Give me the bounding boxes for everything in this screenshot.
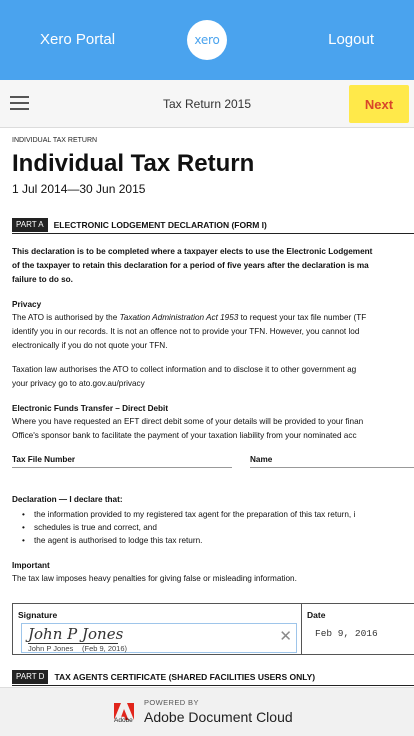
xero-logo [187,20,227,60]
important-heading: Important [12,561,50,570]
intro-line-1: This declaration is to be completed where a taxpayer elects to use the Electronic Lodgement [12,247,373,256]
tfn-field[interactable] [12,467,232,468]
signature-box [12,603,302,655]
eft-heading: Electronic Funds Transfer – Direct Debit [12,404,169,413]
privacy-line-1a: The ATO is authorised by the [12,313,120,322]
xero-logo-text: xero [194,33,220,47]
form-small-heading: INDIVIDUAL TAX RETURN [12,137,98,144]
part-a-rule [12,233,414,234]
signature-script: John P Jones [28,625,124,643]
logout-link[interactable]: Logout [328,31,374,48]
privacy-line-4: Taxation law authorises the ATO to collect information and to disclose it to other government ag [12,365,357,374]
intro-line-2: of the taxpayer to retain this declaration for a period of five years after the declaration is ma [12,261,369,270]
part-a-heading [12,218,267,232]
privacy-act-name: Taxation Administration Act 1953 [119,313,239,322]
form-title: Individual Tax Return [12,150,255,177]
important-text: The tax law imposes heavy penalties for giving false or misleading information. [12,574,297,583]
form-period: 1 Jul 2014—30 Jun 2015 [12,182,146,196]
date-box [301,603,414,655]
product-name: Adobe Document Cloud [144,709,293,725]
part-a-tag: PART A [12,218,48,232]
portal-link[interactable]: Xero Portal [40,31,116,48]
declaration-item-2: • schedules is true and correct, and [22,521,355,534]
privacy-line-5: your privacy go to ato.gov.au/privacy [12,379,145,388]
part-d-heading [12,670,315,684]
eft-line-2: Office's sponsor bank to facilitate the payment of your taxation liability from your nominated acc [12,431,357,440]
intro-line-3: failure to do so. [12,275,73,284]
signer-name: John P Jones [28,644,74,653]
name-label: Name [250,455,273,464]
adobe-wordmark: Adobe [114,717,133,724]
declaration-item-1: • the information provided to my registered tax agent for the preparation of this tax return, i [22,508,355,521]
part-d-tag: PART D [12,670,48,684]
document-view[interactable] [0,129,414,687]
signature-label: Signature [18,610,58,620]
next-button[interactable]: Next [349,85,409,123]
powered-by-label: POWERED BY [144,698,199,707]
top-bar [0,0,414,80]
privacy-line-2: identify you in our records. It is not an offence not to provide your TFN. However, you cannot lod [12,327,360,336]
declaration-item-3: • the agent is authorised to lodge this tax return. [22,534,355,547]
part-d-rule [12,685,414,686]
privacy-line-1 [12,312,414,325]
signed-date: (Feb 9, 2016) [82,644,128,653]
close-icon[interactable]: ✕ [279,628,292,645]
declaration-list [22,508,355,547]
date-label: Date [307,610,326,620]
document-toolbar [0,80,414,128]
declaration-heading: Declaration — I declare that: [12,495,123,504]
document-title: Tax Return 2015 [162,97,252,111]
part-a-title: ELECTRONIC LODGEMENT DECLARATION (FORM I) [53,220,267,230]
tfn-label: Tax File Number [12,455,76,464]
signature-field[interactable] [21,623,297,653]
date-field[interactable]: Feb 9, 2016 [315,628,378,639]
adobe-footer [0,687,414,736]
privacy-line-1c: to request your tax file number (TF [238,313,367,322]
eft-line-1: Where you have requested an EFT direct debit some of your details will be provided to your finan [12,417,364,426]
part-d-title: TAX AGENTS CERTIFICATE (SHARED FACILITIES USERS ONLY) [54,672,316,682]
name-field[interactable] [250,467,414,468]
privacy-heading: Privacy [12,300,42,309]
privacy-line-3: electronically if you do not quote your TFN. [12,341,168,350]
